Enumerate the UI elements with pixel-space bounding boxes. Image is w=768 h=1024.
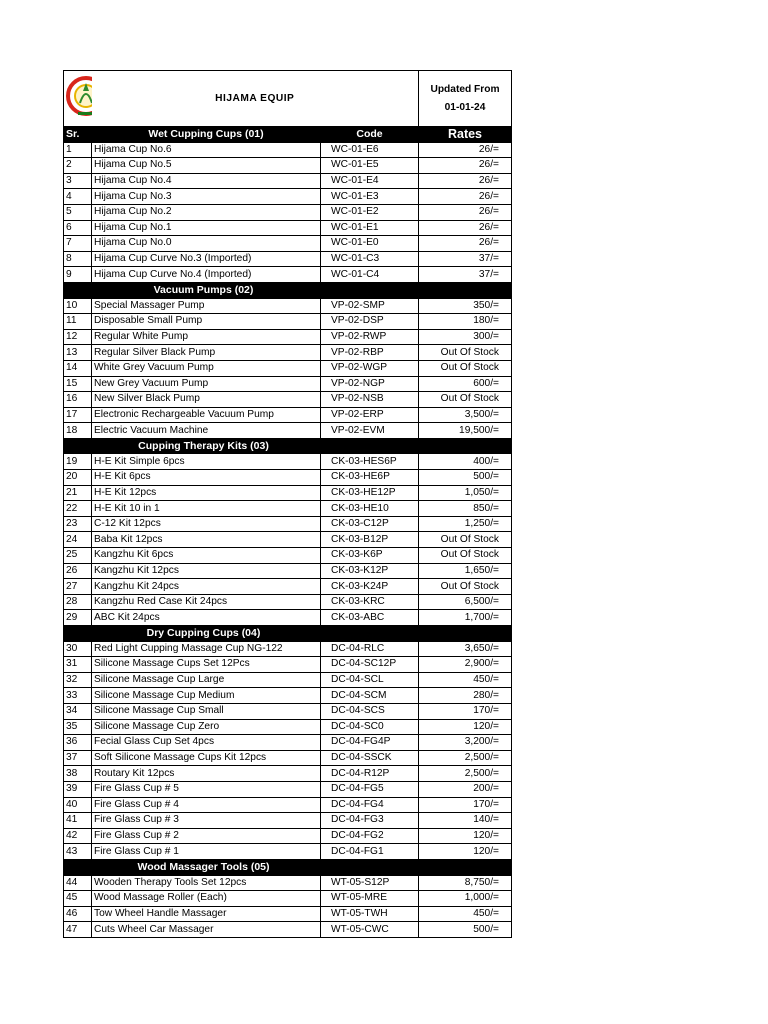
cell-code: VP-02-WGP (321, 360, 419, 376)
table-row (64, 407, 512, 423)
cell-product: H-E Kit Simple 6pcs (92, 454, 321, 470)
cell-rate: 3,500/= (419, 407, 512, 423)
cell-code: CK-03-C12P (321, 516, 419, 532)
cell-product: H-E Kit 10 in 1 (92, 501, 321, 517)
cell-product: Silicone Massage Cup Zero (92, 719, 321, 735)
cell-sr: 47 (64, 922, 92, 938)
table-row (64, 579, 512, 595)
sheet-header-row (64, 71, 512, 127)
cell-sr: 38 (64, 766, 92, 782)
cell-product: Special Massager Pump (92, 298, 321, 314)
table-row (64, 189, 512, 205)
cell-rate: 200/= (419, 781, 512, 797)
table-row (64, 906, 512, 922)
cell-code: WT-05-TWH (321, 906, 419, 922)
table-row (64, 220, 512, 236)
logo (64, 71, 92, 127)
cell-rate: Out Of Stock (419, 392, 512, 408)
table-row (64, 501, 512, 517)
cell-code: DC-04-FG1 (321, 844, 419, 860)
cell-product: Disposable Small Pump (92, 314, 321, 330)
table-row (64, 922, 512, 938)
price-list-body (64, 71, 512, 938)
cell-sr: 34 (64, 703, 92, 719)
cell-rate: 280/= (419, 688, 512, 704)
cell-sr: 22 (64, 501, 92, 517)
cell-code: WC-01-E3 (321, 189, 419, 205)
cell-sr: 16 (64, 392, 92, 408)
column-header-section: Wet Cupping Cups (01) (92, 127, 321, 143)
cell-rate: 37/= (419, 267, 512, 283)
cell-code: WC-01-E0 (321, 236, 419, 252)
cell-rate: 19,500/= (419, 423, 512, 439)
cell-sr: 1 (64, 142, 92, 158)
cell-product: Fire Glass Cup # 4 (92, 797, 321, 813)
section-title: Vacuum Pumps (02) (64, 282, 512, 298)
cell-sr: 36 (64, 735, 92, 751)
column-header-rates: Rates (419, 127, 512, 143)
table-row (64, 204, 512, 220)
cell-code: VP-02-NSB (321, 392, 419, 408)
cell-sr: 17 (64, 407, 92, 423)
table-row (64, 828, 512, 844)
cell-sr: 23 (64, 516, 92, 532)
cell-product: Hijama Cup No.2 (92, 204, 321, 220)
cell-code: VP-02-RBP (321, 345, 419, 361)
cell-code: WC-01-E5 (321, 158, 419, 174)
cell-sr: 10 (64, 298, 92, 314)
cell-rate: 1,650/= (419, 563, 512, 579)
hijama-logo-icon (64, 71, 92, 121)
table-row (64, 750, 512, 766)
cell-product: Silicone Massage Cup Small (92, 703, 321, 719)
cell-code: VP-02-RWP (321, 329, 419, 345)
cell-rate: 26/= (419, 142, 512, 158)
section-header-row (64, 438, 512, 454)
cell-product: Fire Glass Cup # 3 (92, 813, 321, 829)
cell-product: Silicone Massage Cups Set 12Pcs (92, 657, 321, 673)
table-row (64, 392, 512, 408)
cell-code: DC-04-FG5 (321, 781, 419, 797)
cell-rate: 500/= (419, 470, 512, 486)
cell-code: CK-03-KRC (321, 594, 419, 610)
cell-sr: 35 (64, 719, 92, 735)
cell-sr: 14 (64, 360, 92, 376)
cell-sr: 24 (64, 532, 92, 548)
cell-sr: 8 (64, 251, 92, 267)
cell-product: Red Light Cupping Massage Cup NG-122 (92, 641, 321, 657)
sheet-title: HIJAMA EQUIP (92, 71, 419, 127)
cell-code: DC-04-R12P (321, 766, 419, 782)
cell-rate: 6,500/= (419, 594, 512, 610)
cell-code: CK-03-K12P (321, 563, 419, 579)
cell-sr: 12 (64, 329, 92, 345)
cell-sr: 4 (64, 189, 92, 205)
cell-product: Electronic Rechargeable Vacuum Pump (92, 407, 321, 423)
cell-rate: 450/= (419, 672, 512, 688)
table-row (64, 641, 512, 657)
section-header-row (64, 282, 512, 298)
cell-sr: 7 (64, 236, 92, 252)
table-row (64, 703, 512, 719)
cell-sr: 42 (64, 828, 92, 844)
cell-code: CK-03-B12P (321, 532, 419, 548)
table-row (64, 719, 512, 735)
column-header-sr: Sr. (64, 127, 92, 143)
cell-code: CK-03-HE12P (321, 485, 419, 501)
cell-rate: 1,250/= (419, 516, 512, 532)
cell-rate: 26/= (419, 204, 512, 220)
cell-rate: 300/= (419, 329, 512, 345)
cell-rate: 26/= (419, 220, 512, 236)
cell-rate: 1,050/= (419, 485, 512, 501)
cell-rate: 3,650/= (419, 641, 512, 657)
cell-rate: 26/= (419, 158, 512, 174)
table-row (64, 298, 512, 314)
cell-code: VP-02-ERP (321, 407, 419, 423)
table-row (64, 875, 512, 891)
cell-code: DC-04-FG3 (321, 813, 419, 829)
cell-product: Kangzhu Kit 12pcs (92, 563, 321, 579)
table-row (64, 454, 512, 470)
cell-code: VP-02-NGP (321, 376, 419, 392)
cell-sr: 9 (64, 267, 92, 283)
cell-sr: 44 (64, 875, 92, 891)
cell-rate: 37/= (419, 251, 512, 267)
cell-sr: 31 (64, 657, 92, 673)
table-row (64, 548, 512, 564)
cell-product: H-E Kit 6pcs (92, 470, 321, 486)
table-row (64, 594, 512, 610)
cell-sr: 45 (64, 891, 92, 907)
cell-product: Kangzhu Kit 24pcs (92, 579, 321, 595)
table-row (64, 813, 512, 829)
price-list-table (63, 70, 512, 938)
cell-rate: 170/= (419, 797, 512, 813)
cell-product: ABC Kit 24pcs (92, 610, 321, 626)
table-row (64, 236, 512, 252)
cell-product: Hijama Cup Curve No.4 (Imported) (92, 267, 321, 283)
table-row (64, 891, 512, 907)
cell-product: Tow Wheel Handle Massager (92, 906, 321, 922)
table-row (64, 688, 512, 704)
cell-rate: 120/= (419, 719, 512, 735)
cell-code: DC-04-SC12P (321, 657, 419, 673)
cell-sr: 30 (64, 641, 92, 657)
table-row (64, 672, 512, 688)
cell-sr: 46 (64, 906, 92, 922)
cell-code: WC-01-C4 (321, 267, 419, 283)
table-row (64, 735, 512, 751)
cell-product: Baba Kit 12pcs (92, 532, 321, 548)
cell-sr: 21 (64, 485, 92, 501)
cell-sr: 26 (64, 563, 92, 579)
cell-code: VP-02-DSP (321, 314, 419, 330)
cell-sr: 39 (64, 781, 92, 797)
updated-cell (419, 71, 512, 127)
cell-sr: 41 (64, 813, 92, 829)
updated-date: 01-01-24 (444, 101, 486, 113)
cell-code: DC-04-SCM (321, 688, 419, 704)
cell-code: DC-04-RLC (321, 641, 419, 657)
cell-code: DC-04-FG2 (321, 828, 419, 844)
cell-code: CK-03-HE6P (321, 470, 419, 486)
cell-rate: 600/= (419, 376, 512, 392)
cell-sr: 40 (64, 797, 92, 813)
cell-rate: 1,700/= (419, 610, 512, 626)
table-row (64, 267, 512, 283)
cell-product: Hijama Cup No.6 (92, 142, 321, 158)
cell-code: CK-03-ABC (321, 610, 419, 626)
cell-rate: 120/= (419, 844, 512, 860)
cell-sr: 37 (64, 750, 92, 766)
cell-code: DC-04-SC0 (321, 719, 419, 735)
cell-code: WT-05-CWC (321, 922, 419, 938)
table-row (64, 376, 512, 392)
cell-code: WT-05-S12P (321, 875, 419, 891)
cell-product: C-12 Kit 12pcs (92, 516, 321, 532)
table-row (64, 423, 512, 439)
cell-product: Fire Glass Cup # 5 (92, 781, 321, 797)
cell-product: Fire Glass Cup # 1 (92, 844, 321, 860)
cell-rate: Out Of Stock (419, 532, 512, 548)
cell-rate: Out Of Stock (419, 360, 512, 376)
cell-product: Hijama Cup No.4 (92, 173, 321, 189)
table-row (64, 532, 512, 548)
table-row (64, 485, 512, 501)
cell-rate: 2,500/= (419, 766, 512, 782)
cell-code: DC-04-SCS (321, 703, 419, 719)
table-row (64, 610, 512, 626)
cell-product: Hijama Cup No.0 (92, 236, 321, 252)
table-row (64, 329, 512, 345)
cell-product: Cuts Wheel Car Massager (92, 922, 321, 938)
cell-sr: 18 (64, 423, 92, 439)
cell-product: Hijama Cup No.3 (92, 189, 321, 205)
table-row (64, 766, 512, 782)
cell-code: WC-01-E4 (321, 173, 419, 189)
cell-sr: 28 (64, 594, 92, 610)
cell-sr: 11 (64, 314, 92, 330)
cell-code: CK-03-HES6P (321, 454, 419, 470)
cell-rate: 450/= (419, 906, 512, 922)
table-row (64, 142, 512, 158)
cell-rate: 850/= (419, 501, 512, 517)
table-row (64, 360, 512, 376)
section-header-row (64, 859, 512, 875)
cell-rate: 180/= (419, 314, 512, 330)
cell-product: Wooden Therapy Tools Set 12pcs (92, 875, 321, 891)
cell-product: Routary Kit 12pcs (92, 766, 321, 782)
cell-sr: 29 (64, 610, 92, 626)
cell-rate: 8,750/= (419, 875, 512, 891)
cell-product: Wood Massage Roller (Each) (92, 891, 321, 907)
cell-rate: 170/= (419, 703, 512, 719)
table-row (64, 314, 512, 330)
cell-product: New Silver Black Pump (92, 392, 321, 408)
cell-code: DC-04-SCL (321, 672, 419, 688)
cell-rate: 120/= (419, 828, 512, 844)
cell-product: Regular White Pump (92, 329, 321, 345)
cell-code: WT-05-MRE (321, 891, 419, 907)
cell-code: VP-02-EVM (321, 423, 419, 439)
cell-sr: 20 (64, 470, 92, 486)
table-row (64, 657, 512, 673)
cell-code: WC-01-E6 (321, 142, 419, 158)
table-row (64, 563, 512, 579)
cell-product: Hijama Cup No.1 (92, 220, 321, 236)
cell-rate: 350/= (419, 298, 512, 314)
cell-product: Electric Vacuum Machine (92, 423, 321, 439)
cell-product: H-E Kit 12pcs (92, 485, 321, 501)
column-header-code: Code (321, 127, 419, 143)
cell-sr: 25 (64, 548, 92, 564)
table-row (64, 781, 512, 797)
section-title: Cupping Therapy Kits (03) (64, 438, 512, 454)
cell-rate: 26/= (419, 173, 512, 189)
cell-product: Hijama Cup No.5 (92, 158, 321, 174)
cell-sr: 43 (64, 844, 92, 860)
cell-product: Fire Glass Cup # 2 (92, 828, 321, 844)
table-row (64, 158, 512, 174)
cell-rate: 2,500/= (419, 750, 512, 766)
table-row (64, 251, 512, 267)
cell-sr: 5 (64, 204, 92, 220)
table-row (64, 470, 512, 486)
cell-product: Soft Silicone Massage Cups Kit 12pcs (92, 750, 321, 766)
cell-sr: 27 (64, 579, 92, 595)
cell-rate: 2,900/= (419, 657, 512, 673)
cell-product: Silicone Massage Cup Large (92, 672, 321, 688)
updated-label: Updated From (430, 83, 500, 95)
section-title: Wood Massager Tools (05) (64, 859, 512, 875)
cell-rate: Out Of Stock (419, 548, 512, 564)
cell-code: CK-03-K6P (321, 548, 419, 564)
table-row (64, 797, 512, 813)
cell-sr: 13 (64, 345, 92, 361)
cell-rate: 140/= (419, 813, 512, 829)
cell-product: White Grey Vacuum Pump (92, 360, 321, 376)
cell-sr: 33 (64, 688, 92, 704)
cell-product: New Grey Vacuum Pump (92, 376, 321, 392)
column-header-row (64, 127, 512, 143)
cell-rate: Out Of Stock (419, 579, 512, 595)
cell-product: Kangzhu Kit 6pcs (92, 548, 321, 564)
cell-rate: 1,000/= (419, 891, 512, 907)
cell-sr: 6 (64, 220, 92, 236)
cell-product: Silicone Massage Cup Medium (92, 688, 321, 704)
table-row (64, 345, 512, 361)
cell-rate: 500/= (419, 922, 512, 938)
cell-code: CK-03-HE10 (321, 501, 419, 517)
cell-rate: 400/= (419, 454, 512, 470)
cell-code: DC-04-SSCK (321, 750, 419, 766)
cell-sr: 32 (64, 672, 92, 688)
cell-code: DC-04-FG4 (321, 797, 419, 813)
section-title: Dry Cupping Cups (04) (64, 626, 512, 642)
cell-product: Hijama Cup Curve No.3 (Imported) (92, 251, 321, 267)
cell-product: Regular Silver Black Pump (92, 345, 321, 361)
cell-code: DC-04-FG4P (321, 735, 419, 751)
cell-rate: Out Of Stock (419, 345, 512, 361)
cell-code: WC-01-C3 (321, 251, 419, 267)
cell-product: Fecial Glass Cup Set 4pcs (92, 735, 321, 751)
cell-sr: 3 (64, 173, 92, 189)
cell-code: WC-01-E1 (321, 220, 419, 236)
cell-sr: 2 (64, 158, 92, 174)
cell-sr: 15 (64, 376, 92, 392)
table-row (64, 516, 512, 532)
table-row (64, 844, 512, 860)
cell-product: Kangzhu Red Case Kit 24pcs (92, 594, 321, 610)
table-row (64, 173, 512, 189)
cell-rate: 26/= (419, 236, 512, 252)
cell-rate: 3,200/= (419, 735, 512, 751)
cell-code: VP-02-SMP (321, 298, 419, 314)
cell-rate: 26/= (419, 189, 512, 205)
cell-code: CK-03-K24P (321, 579, 419, 595)
section-header-row (64, 626, 512, 642)
cell-sr: 19 (64, 454, 92, 470)
cell-code: WC-01-E2 (321, 204, 419, 220)
